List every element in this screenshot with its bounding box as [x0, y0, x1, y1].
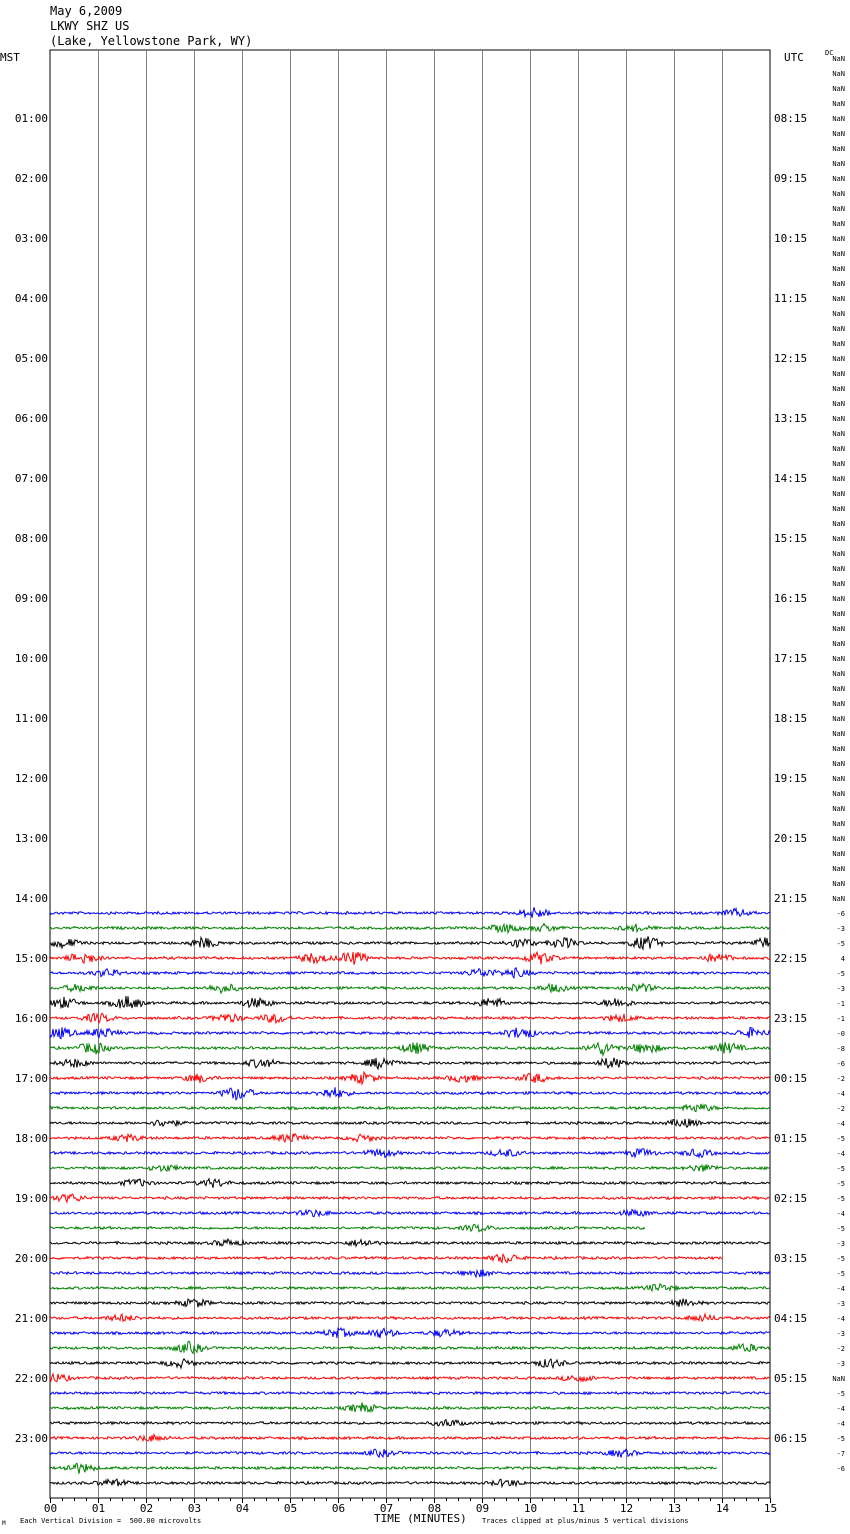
utc-hour-label: 10:15 — [774, 232, 808, 245]
mst-hour-label: 12:00 — [14, 772, 48, 785]
dc-offset: NaN — [832, 835, 845, 843]
dc-offset: -3 — [836, 925, 845, 933]
utc-hour-label: 20:15 — [774, 832, 808, 845]
seismic-trace — [50, 1058, 770, 1069]
dc-offset: -6 — [836, 1060, 845, 1068]
dc-offset: NaN — [832, 745, 845, 753]
mst-hour-label: 14:00 — [14, 892, 48, 905]
mst-hour-label: 05:00 — [14, 352, 48, 365]
dc-offset: NaN — [832, 445, 845, 453]
chart-station: LKWY SHZ US — [50, 19, 130, 33]
seismic-trace — [50, 1042, 770, 1055]
utc-hour-label: 08:15 — [774, 112, 808, 125]
dc-offset: NaN — [832, 490, 845, 498]
x-tick-label: 08 — [427, 1502, 442, 1515]
mst-hour-label: 02:00 — [14, 172, 48, 185]
seismic-trace — [50, 1392, 770, 1395]
utc-hour-label: 01:15 — [774, 1132, 808, 1145]
seismic-trace — [50, 1270, 770, 1278]
dc-offset: NaN — [832, 325, 845, 333]
utc-hour-label: 09:15 — [774, 172, 808, 185]
mst-hour-label: 04:00 — [14, 292, 48, 305]
dc-offset: -5 — [836, 1180, 845, 1188]
dc-offset: NaN — [832, 280, 845, 288]
dc-offset: NaN — [832, 175, 845, 183]
seismic-trace — [50, 1013, 770, 1023]
clip-note: Traces clipped at plus/minus 5 vertical divisions — [482, 1517, 689, 1525]
seismic-trace — [50, 1027, 770, 1038]
dc-offset: -4 — [836, 1210, 845, 1218]
x-tick-label: 00 — [43, 1502, 58, 1515]
dc-offset: NaN — [832, 880, 845, 888]
dc-offset: NaN — [832, 265, 845, 273]
dc-offset: NaN — [832, 790, 845, 798]
mst-hour-label: 08:00 — [14, 532, 48, 545]
utc-hour-label: 17:15 — [774, 652, 808, 665]
seismic-trace — [50, 1134, 770, 1142]
utc-hour-label: 00:15 — [774, 1072, 808, 1085]
dc-offset: -4 — [836, 1120, 845, 1128]
seismic-trace — [50, 1119, 770, 1128]
dc-offset: -7 — [836, 1450, 845, 1458]
dc-offset: -5 — [836, 1390, 845, 1398]
dc-offset: -5 — [836, 1195, 845, 1203]
x-tick-label: 13 — [667, 1502, 682, 1515]
dc-offset: -1 — [836, 1000, 845, 1008]
mst-hour-label: 06:00 — [14, 412, 48, 425]
x-tick-label: 14 — [715, 1502, 730, 1515]
seismic-trace — [50, 1314, 770, 1321]
dc-offset: NaN — [832, 55, 845, 63]
dc-offset: NaN — [832, 655, 845, 663]
utc-hour-label: 16:15 — [774, 592, 808, 605]
utc-hour-label: 18:15 — [774, 712, 808, 725]
dc-offset: NaN — [832, 505, 845, 513]
x-tick-label: 10 — [523, 1502, 538, 1515]
dc-offset: NaN — [832, 535, 845, 543]
mst-hour-label: 10:00 — [14, 652, 48, 665]
mst-hour-label: 16:00 — [14, 1012, 48, 1025]
seismic-trace — [50, 1299, 770, 1308]
dc-offset: -6 — [836, 1465, 845, 1473]
dc-offset: NaN — [832, 355, 845, 363]
dc-offset: NaN — [832, 115, 845, 123]
x-tick-label: 02 — [139, 1502, 154, 1515]
mst-hour-label: 15:00 — [14, 952, 48, 965]
dc-offset: NaN — [832, 100, 845, 108]
dc-offset: NaN — [832, 235, 845, 243]
dc-offset: NaN — [832, 625, 845, 633]
dc-offset: NaN — [832, 385, 845, 393]
dc-offset: NaN — [832, 775, 845, 783]
dc-offset: -5 — [836, 1135, 845, 1143]
seismic-trace — [50, 1420, 770, 1426]
seismic-trace — [50, 1239, 770, 1246]
seismic-trace — [50, 1403, 770, 1412]
dc-offset: 4 — [840, 955, 845, 963]
dc-offset: -1 — [836, 1015, 845, 1023]
dc-offset: NaN — [832, 685, 845, 693]
dc-offset: NaN — [832, 205, 845, 213]
dc-offset: -4 — [836, 1090, 845, 1098]
seismic-trace — [50, 1149, 770, 1158]
seismic-trace — [50, 924, 770, 933]
mst-hour-label: 07:00 — [14, 472, 48, 485]
seismic-trace — [50, 936, 770, 949]
dc-offset: -3 — [836, 1330, 845, 1338]
dc-offset: NaN — [832, 130, 845, 138]
dc-offset: NaN — [832, 805, 845, 813]
utc-hour-label: 11:15 — [774, 292, 808, 305]
dc-offset: NaN — [832, 1375, 845, 1383]
dc-offset: NaN — [832, 190, 845, 198]
x-tick-label: 07 — [379, 1502, 394, 1515]
dc-offset: -3 — [836, 1360, 845, 1368]
seismic-trace — [50, 1104, 770, 1112]
mst-hour-label: 20:00 — [14, 1252, 48, 1265]
dc-offset: -4 — [836, 1285, 845, 1293]
seismic-trace — [50, 984, 770, 993]
dc-offset: NaN — [832, 865, 845, 873]
dc-offset: NaN — [832, 640, 845, 648]
dc-offset: NaN — [832, 460, 845, 468]
dc-offset: NaN — [832, 730, 845, 738]
utc-hour-label: 02:15 — [774, 1192, 808, 1205]
utc-hour-label: 06:15 — [774, 1432, 808, 1445]
dc-offset: NaN — [832, 670, 845, 678]
seismic-trace — [50, 1341, 770, 1353]
seismic-trace — [50, 968, 770, 978]
dc-column-label: DC — [825, 49, 834, 57]
dc-offset: NaN — [832, 715, 845, 723]
dc-offset: -3 — [836, 1300, 845, 1308]
seismic-trace — [50, 1164, 770, 1171]
scale-note: Each Vertical Division = 500.00 microvolts — [20, 1517, 202, 1525]
dc-offset: -3 — [836, 1240, 845, 1248]
x-axis-title: TIME (MINUTES) — [374, 1512, 467, 1525]
seismic-trace — [50, 1449, 770, 1457]
mst-hour-label: 11:00 — [14, 712, 48, 725]
mst-hour-label: 19:00 — [14, 1192, 48, 1205]
seismic-trace — [50, 1284, 770, 1291]
dc-offset: NaN — [832, 85, 845, 93]
dc-offset: -5 — [836, 1225, 845, 1233]
dc-offset: NaN — [832, 700, 845, 708]
dc-offset: NaN — [832, 160, 845, 168]
utc-hour-label: 12:15 — [774, 352, 808, 365]
dc-offset: NaN — [832, 895, 845, 903]
x-tick-label: 15 — [763, 1502, 778, 1515]
mst-hour-label: 22:00 — [14, 1372, 48, 1385]
dc-offset: NaN — [832, 415, 845, 423]
seismic-trace — [50, 1479, 770, 1486]
dc-offset: NaN — [832, 295, 845, 303]
seismic-trace — [50, 1359, 770, 1368]
dc-offset: -6 — [836, 910, 845, 918]
dc-offset: -4 — [836, 1315, 845, 1323]
dc-offset: NaN — [832, 565, 845, 573]
utc-hour-label: 13:15 — [774, 412, 808, 425]
mst-hour-label: 17:00 — [14, 1072, 48, 1085]
dc-offset: NaN — [832, 550, 845, 558]
plot-frame — [50, 50, 770, 1498]
dc-offset: NaN — [832, 145, 845, 153]
seismic-trace — [50, 952, 770, 965]
seismic-trace — [50, 1435, 770, 1442]
dc-offset: -8 — [836, 1045, 845, 1053]
seismic-trace — [50, 1179, 770, 1188]
utc-hour-label: 22:15 — [774, 952, 808, 965]
utc-axis-label: UTC — [784, 51, 804, 64]
utc-hour-label: 04:15 — [774, 1312, 808, 1325]
dc-offset: -2 — [836, 1345, 845, 1353]
dc-offset: -0 — [836, 1030, 845, 1038]
dc-offset: NaN — [832, 70, 845, 78]
dc-offset: -5 — [836, 1270, 845, 1278]
mst-hour-label: 21:00 — [14, 1312, 48, 1325]
x-tick-label: 06 — [331, 1502, 346, 1515]
chart-date: May 6,2009 — [50, 4, 123, 18]
utc-hour-label: 03:15 — [774, 1252, 808, 1265]
seismic-trace — [50, 996, 770, 1008]
utc-hour-label: 21:15 — [774, 892, 808, 905]
dc-offset: NaN — [832, 430, 845, 438]
utc-hour-label: 05:15 — [774, 1372, 808, 1385]
dc-offset: -4 — [836, 1405, 845, 1413]
dc-offset: NaN — [832, 400, 845, 408]
mst-hour-label: 13:00 — [14, 832, 48, 845]
seismic-trace — [50, 1194, 770, 1202]
dc-offset: -5 — [836, 1165, 845, 1173]
dc-offset: NaN — [832, 310, 845, 318]
dc-offset: NaN — [832, 595, 845, 603]
dc-offset: NaN — [832, 610, 845, 618]
dc-offset: -5 — [836, 970, 845, 978]
dc-offset: -5 — [836, 940, 845, 948]
mst-axis-label: MST — [0, 51, 20, 64]
seismic-trace — [50, 1210, 770, 1217]
dc-offset: NaN — [832, 475, 845, 483]
seismic-trace — [50, 1072, 770, 1084]
x-tick-label: 11 — [571, 1502, 586, 1515]
mst-hour-label: 09:00 — [14, 592, 48, 605]
dc-offset: -5 — [836, 1255, 845, 1263]
seismic-trace — [50, 1463, 717, 1473]
dc-offset: -3 — [836, 985, 845, 993]
dc-offset: -4 — [836, 1150, 845, 1158]
mst-hour-label: 18:00 — [14, 1132, 48, 1145]
seismic-trace — [50, 907, 770, 918]
seismic-trace — [50, 1224, 645, 1231]
dc-offset: -5 — [836, 1435, 845, 1443]
utc-hour-label: 23:15 — [774, 1012, 808, 1025]
dc-offset: NaN — [832, 220, 845, 228]
corner-mark: M — [2, 1520, 6, 1527]
dc-offset: NaN — [832, 850, 845, 858]
seismic-trace — [50, 1087, 770, 1099]
x-tick-label: 01 — [91, 1502, 106, 1515]
x-tick-label: 09 — [475, 1502, 490, 1515]
utc-hour-label: 19:15 — [774, 772, 808, 785]
mst-hour-label: 01:00 — [14, 112, 48, 125]
x-tick-label: 12 — [619, 1502, 634, 1515]
x-tick-label: 03 — [187, 1502, 202, 1515]
utc-hour-label: 14:15 — [774, 472, 808, 485]
dc-offset: NaN — [832, 760, 845, 768]
dc-offset: -4 — [836, 1420, 845, 1428]
chart-location: (Lake, Yellowstone Park, WY) — [50, 34, 253, 48]
utc-hour-label: 15:15 — [774, 532, 808, 545]
x-tick-label: 04 — [235, 1502, 250, 1515]
dc-offset: NaN — [832, 370, 845, 378]
seismic-trace — [50, 1328, 770, 1338]
mst-hour-label: 03:00 — [14, 232, 48, 245]
dc-offset: NaN — [832, 520, 845, 528]
mst-hour-label: 23:00 — [14, 1432, 48, 1445]
x-tick-label: 05 — [283, 1502, 298, 1515]
seismic-trace — [50, 1374, 770, 1382]
dc-offset: NaN — [832, 580, 845, 588]
dc-offset: NaN — [832, 340, 845, 348]
dc-offset: -2 — [836, 1075, 845, 1083]
dc-offset: NaN — [832, 250, 845, 258]
dc-offset: NaN — [832, 820, 845, 828]
dc-offset: -2 — [836, 1105, 845, 1113]
